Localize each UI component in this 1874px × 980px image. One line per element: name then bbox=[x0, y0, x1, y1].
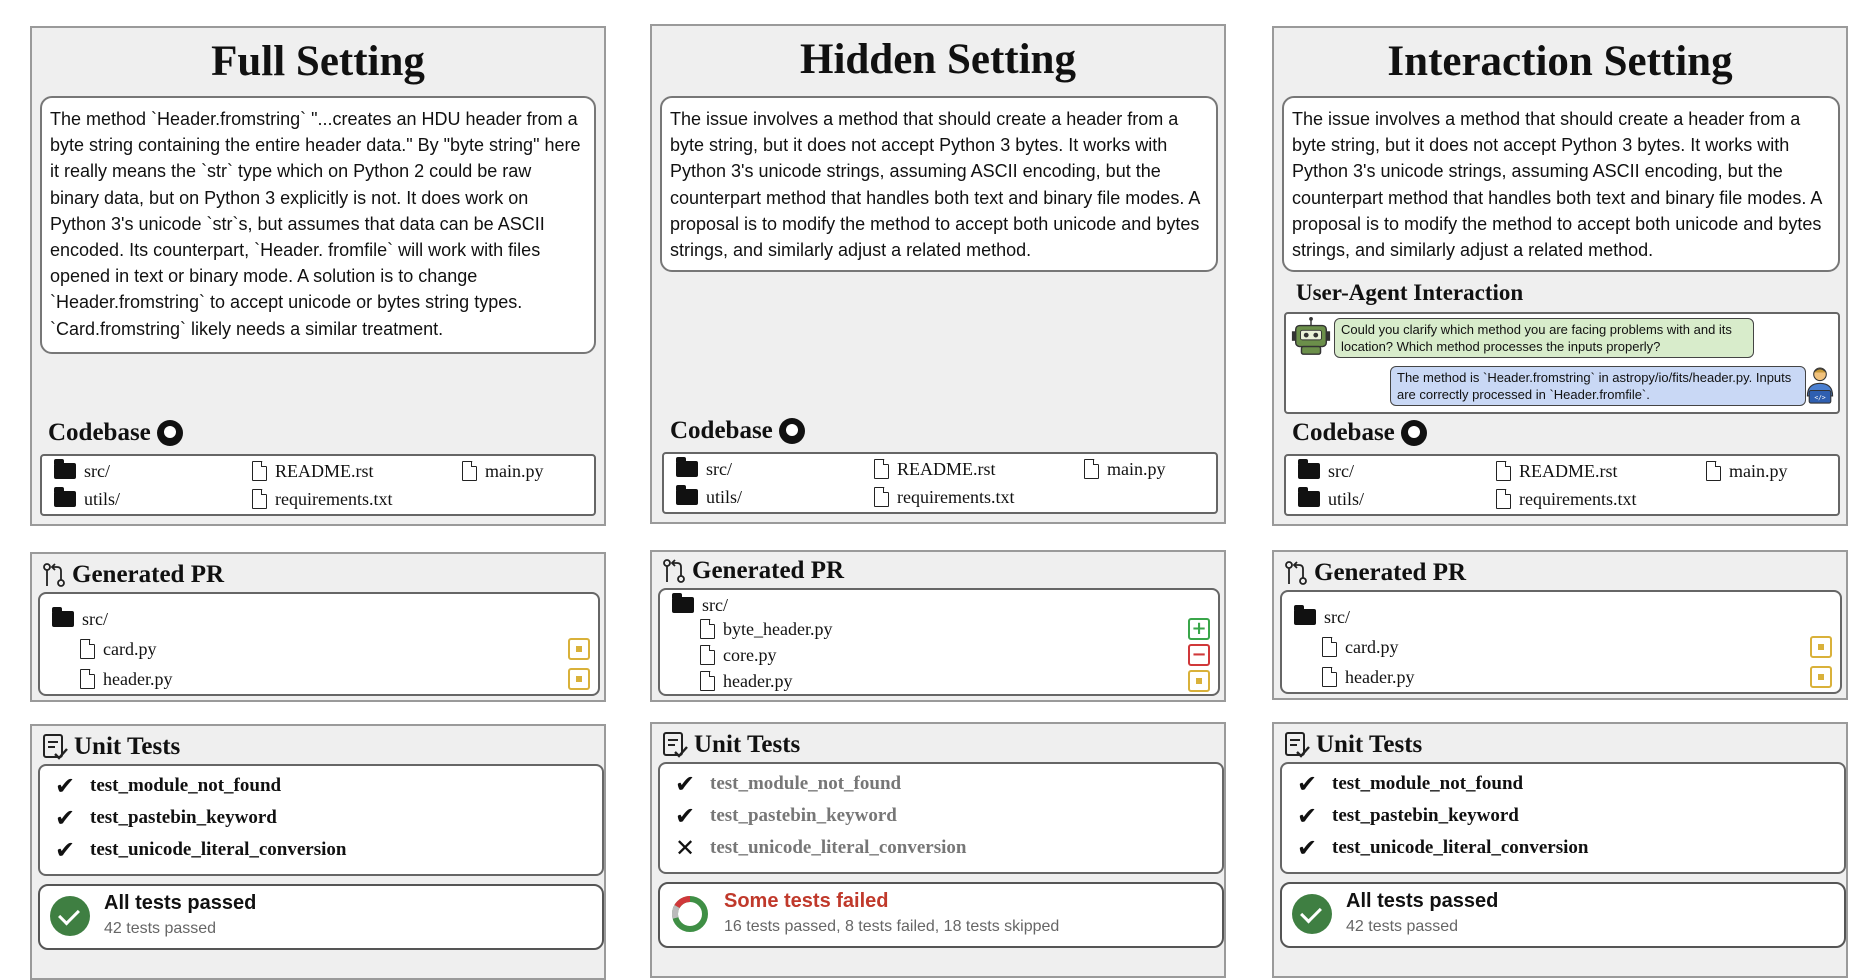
github-icon bbox=[157, 420, 183, 446]
interaction-chat bbox=[1284, 312, 1840, 414]
file-icon bbox=[1322, 667, 1337, 687]
status-title: Some tests failed bbox=[724, 890, 889, 912]
codebase-item[interactable]: README.rst bbox=[252, 458, 374, 484]
pr-folder[interactable]: src/ bbox=[52, 606, 108, 632]
unit-tests-heading bbox=[1284, 730, 1422, 760]
codebase-heading bbox=[670, 416, 805, 446]
test-name: test_unicode_literal_conversion bbox=[1332, 837, 1589, 858]
unit-tests-label: Unit Tests bbox=[1316, 731, 1423, 758]
pr-file-list bbox=[658, 588, 1220, 696]
folder-icon bbox=[52, 611, 74, 627]
check-icon: ✔ bbox=[674, 770, 696, 798]
pr-folder[interactable]: src/ bbox=[672, 592, 728, 618]
partial-progress-ring-icon bbox=[670, 894, 710, 934]
file-icon bbox=[700, 671, 715, 691]
codebase-item[interactable]: src/ bbox=[676, 456, 732, 482]
file-icon bbox=[700, 619, 715, 639]
folder-icon bbox=[672, 597, 694, 613]
generated-pr-heading bbox=[662, 556, 844, 586]
codebase-item[interactable]: src/ bbox=[54, 458, 110, 484]
codebase-item[interactable]: utils/ bbox=[54, 486, 120, 512]
unit-tests-panel bbox=[30, 724, 606, 980]
codebase-item[interactable]: requirements.txt bbox=[252, 486, 392, 512]
file-icon bbox=[80, 669, 95, 689]
test-status-card bbox=[38, 884, 604, 950]
folder-icon bbox=[676, 461, 698, 477]
test-list bbox=[658, 762, 1224, 874]
test-report-icon bbox=[662, 731, 688, 759]
file-icon bbox=[462, 461, 477, 481]
generated-pr-panel bbox=[650, 550, 1226, 702]
unit-tests-label: Unit Tests bbox=[694, 731, 801, 758]
modified-icon bbox=[568, 638, 590, 660]
codebase-item[interactable]: main.py bbox=[1706, 458, 1788, 484]
codebase-file-list bbox=[662, 452, 1218, 514]
file-icon bbox=[700, 645, 715, 665]
codebase-file-list bbox=[1284, 454, 1840, 516]
check-icon: ✔ bbox=[674, 802, 696, 830]
test-status-card bbox=[1280, 882, 1846, 948]
issue-description: The issue involves a method that should create a header from a byte string, but it does not accept Python 3 bytes. It works with Python 3's unicode strings, assuming ASCII encoding, but the counterpart method that handles both text and binary file modes. A proposal is to modify the method to accept both unicode and bytes strings, and similarly adjust a related method. bbox=[1282, 96, 1840, 272]
pr-folder[interactable]: src/ bbox=[1294, 604, 1350, 630]
file-icon bbox=[1496, 461, 1511, 481]
unit-tests-panel bbox=[1272, 722, 1848, 978]
setting-title: Hidden Setting bbox=[800, 36, 1076, 83]
unit-tests-panel bbox=[650, 722, 1226, 978]
test-name: test_pastebin_keyword bbox=[710, 805, 897, 826]
codebase-label: Codebase bbox=[48, 419, 151, 446]
user-developer-icon bbox=[1802, 364, 1838, 408]
test-name: test_pastebin_keyword bbox=[1332, 805, 1519, 826]
test-row bbox=[1294, 770, 1523, 798]
pull-request-icon bbox=[662, 558, 686, 584]
test-row bbox=[52, 804, 277, 832]
agent-message-bubble: Could you clarify which method you are facing problems with and its location? Which method processes the inputs properly? bbox=[1334, 318, 1754, 358]
file-icon bbox=[252, 489, 267, 509]
modified-icon bbox=[1188, 670, 1210, 692]
test-report-icon bbox=[42, 733, 68, 761]
pr-file-list bbox=[38, 592, 600, 696]
test-row bbox=[52, 836, 346, 864]
generated-pr-panel bbox=[30, 552, 606, 702]
test-report-icon bbox=[1284, 731, 1310, 759]
interaction-heading: User-Agent Interaction bbox=[1296, 280, 1524, 305]
generated-pr-label: Generated PR bbox=[1314, 559, 1467, 586]
pr-file[interactable]: header.py bbox=[1322, 664, 1414, 690]
check-icon: ✔ bbox=[1296, 834, 1318, 862]
test-name: test_unicode_literal_conversion bbox=[710, 837, 967, 858]
test-row bbox=[1294, 834, 1588, 862]
pull-request-icon bbox=[42, 562, 66, 588]
modified-icon bbox=[1810, 666, 1832, 688]
github-icon bbox=[779, 418, 805, 444]
check-icon: ✔ bbox=[54, 836, 76, 864]
generated-pr-heading bbox=[1284, 558, 1466, 588]
modified-icon bbox=[1810, 636, 1832, 658]
test-name: test_pastebin_keyword bbox=[90, 807, 277, 828]
file-icon bbox=[1496, 489, 1511, 509]
status-summary: 42 tests passed bbox=[104, 920, 217, 937]
check-circle-icon bbox=[50, 896, 90, 936]
folder-icon bbox=[1294, 609, 1316, 625]
check-icon: ✔ bbox=[54, 804, 76, 832]
codebase-item[interactable]: README.rst bbox=[874, 456, 996, 482]
check-icon: ✔ bbox=[1296, 802, 1318, 830]
codebase-item[interactable]: README.rst bbox=[1496, 458, 1618, 484]
codebase-item[interactable]: utils/ bbox=[676, 484, 742, 510]
test-list bbox=[1280, 762, 1846, 874]
check-circle-icon bbox=[1292, 894, 1332, 934]
test-name: test_module_not_found bbox=[710, 773, 902, 794]
generated-pr-panel bbox=[1272, 550, 1848, 700]
test-name: test_unicode_literal_conversion bbox=[90, 839, 347, 860]
test-row bbox=[672, 770, 901, 798]
deleted-icon: − bbox=[1188, 644, 1210, 666]
test-name: test_module_not_found bbox=[90, 775, 282, 796]
folder-icon bbox=[1298, 463, 1320, 479]
file-icon bbox=[252, 461, 267, 481]
codebase-label: Codebase bbox=[670, 417, 773, 444]
codebase-file-list bbox=[40, 454, 596, 516]
codebase-heading bbox=[1292, 418, 1427, 448]
codebase-heading bbox=[48, 418, 183, 448]
setting-panel bbox=[1272, 26, 1848, 526]
folder-icon bbox=[676, 489, 698, 505]
codebase-label: Codebase bbox=[1292, 419, 1395, 446]
github-icon bbox=[1401, 420, 1427, 446]
test-status-card bbox=[658, 882, 1224, 948]
unit-tests-heading bbox=[42, 732, 180, 762]
robot-agent-icon bbox=[1290, 316, 1332, 358]
codebase-item[interactable]: src/ bbox=[1298, 458, 1354, 484]
folder-icon bbox=[54, 463, 76, 479]
pr-file-list bbox=[1280, 590, 1842, 694]
unit-tests-heading bbox=[662, 730, 800, 760]
status-summary: 16 tests passed, 8 tests failed, 18 tests skipped bbox=[724, 918, 1060, 935]
pr-file[interactable]: header.py bbox=[80, 666, 172, 692]
codebase-item[interactable]: requirements.txt bbox=[874, 484, 1014, 510]
file-icon bbox=[1084, 459, 1099, 479]
setting-title: Interaction Setting bbox=[1387, 38, 1733, 85]
pr-file[interactable]: core.py bbox=[700, 642, 776, 668]
test-name: test_module_not_found bbox=[1332, 773, 1524, 794]
test-row bbox=[52, 772, 281, 800]
folder-icon bbox=[1298, 491, 1320, 507]
codebase-item[interactable]: requirements.txt bbox=[1496, 486, 1636, 512]
test-row bbox=[672, 834, 966, 862]
status-summary: 42 tests passed bbox=[1346, 918, 1459, 935]
file-icon bbox=[874, 487, 889, 507]
folder-icon bbox=[54, 491, 76, 507]
test-row bbox=[1294, 802, 1519, 830]
test-list bbox=[38, 764, 604, 876]
file-icon bbox=[80, 639, 95, 659]
generated-pr-label: Generated PR bbox=[692, 557, 845, 584]
setting-title: Full Setting bbox=[211, 38, 425, 85]
svg-text:</>: </> bbox=[1814, 394, 1826, 402]
status-title: All tests passed bbox=[1346, 890, 1499, 912]
codebase-item[interactable]: utils/ bbox=[1298, 486, 1364, 512]
issue-description: The method `Header.fromstring` "...creates an HDU header from a byte string containing the entire header data." By "byte string" here it really means the `str` type which on Python 2 could be raw binary data, but on Python 3 explicitly is not. It does work on Python 3's unicode `str`s, but assumes that data can be ASCII encoded. Its counterpart, `Header. fromfile` will work with files opened in text or binary mode. A solution is to change `Header.fromstring` to accept unicode or bytes string types. `Card.fromstring` likely needs a similar treatment. bbox=[40, 96, 596, 354]
pr-file[interactable]: header.py bbox=[700, 668, 792, 694]
user-message-bubble: The method is `Header.fromstring` in astropy/io/fits/header.py. Inputs are correctly processed in `Header.fromfile`. bbox=[1390, 366, 1806, 406]
check-icon: ✔ bbox=[1296, 770, 1318, 798]
setting-panel bbox=[650, 24, 1226, 524]
unit-tests-label: Unit Tests bbox=[74, 733, 181, 760]
status-title: All tests passed bbox=[104, 892, 257, 914]
cross-icon: ✕ bbox=[674, 834, 696, 862]
check-icon: ✔ bbox=[54, 772, 76, 800]
pr-file[interactable]: byte_header.py bbox=[700, 616, 832, 642]
modified-icon bbox=[568, 668, 590, 690]
test-row bbox=[672, 802, 897, 830]
setting-panel bbox=[30, 26, 606, 526]
codebase-item[interactable]: main.py bbox=[462, 458, 544, 484]
added-icon: + bbox=[1188, 618, 1210, 640]
pr-file[interactable]: card.py bbox=[80, 636, 156, 662]
file-icon bbox=[1706, 461, 1721, 481]
pr-file[interactable]: card.py bbox=[1322, 634, 1398, 660]
codebase-item[interactable]: main.py bbox=[1084, 456, 1166, 482]
generated-pr-label: Generated PR bbox=[72, 561, 225, 588]
file-icon bbox=[874, 459, 889, 479]
file-icon bbox=[1322, 637, 1337, 657]
issue-description: The issue involves a method that should create a header from a byte string, but it does not accept Python 3 bytes. It works with Python 3's unicode strings, assuming ASCII encoding, but the counterpart method that handles both text and binary file modes. A proposal is to modify the method to accept both unicode and bytes strings, and similarly adjust a related method. bbox=[660, 96, 1218, 272]
pull-request-icon bbox=[1284, 560, 1308, 586]
generated-pr-heading bbox=[42, 560, 224, 590]
